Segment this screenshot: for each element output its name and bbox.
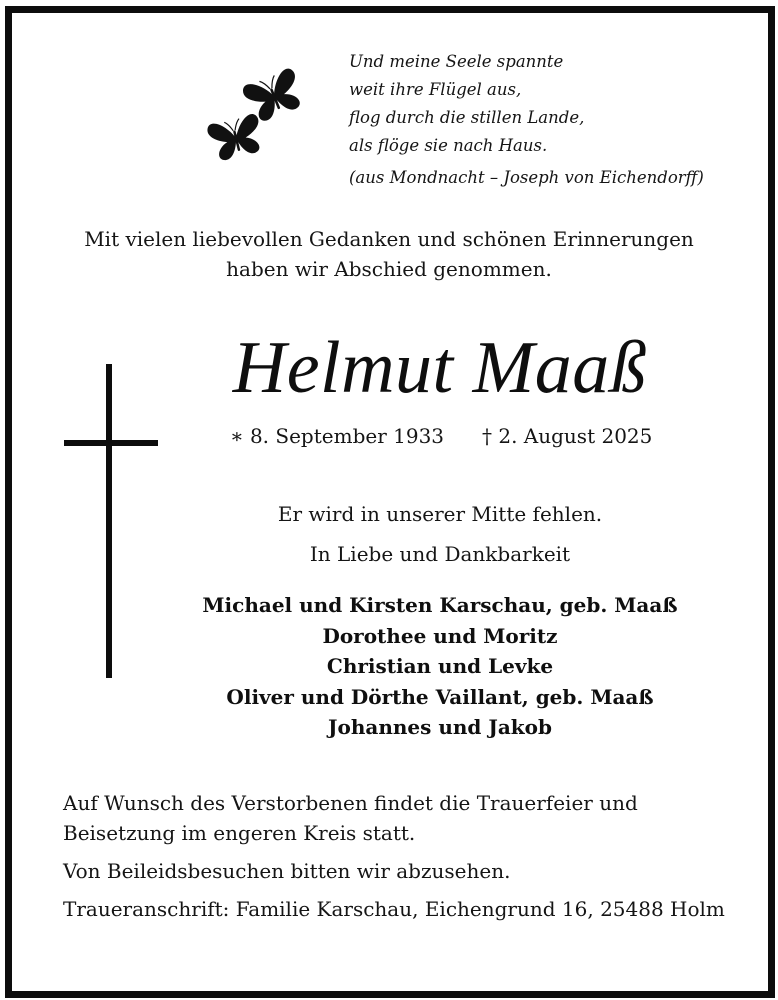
butterflies-illustration xyxy=(204,62,316,168)
mourner-entry: Christian und Levke xyxy=(326,654,554,678)
mourning-address: Traueranschrift: Familie Karschau, Eichengrund 16, 25488 Holm xyxy=(63,897,725,921)
poem-line: als flöge sie nach Haus. xyxy=(349,136,548,155)
birth-date: ∗ 8. September 1933 xyxy=(230,424,445,448)
butterfly-icon xyxy=(206,113,266,163)
poem-line: weit ihre Flügel aus, xyxy=(349,80,522,99)
missed-message: Er wird in unserer Mitte fehlen. xyxy=(277,502,603,526)
mourner-entry: Dorothee und Moritz xyxy=(322,623,558,648)
cross-icon xyxy=(64,364,158,680)
poem-quote xyxy=(349,48,739,192)
mourner-entry: Johannes und Jakob xyxy=(328,715,552,739)
poem-line: Und meine Seele spannte xyxy=(349,52,564,71)
closing-notes xyxy=(63,788,743,932)
cross-horizontal-bar xyxy=(64,440,158,446)
death-date: † 2. August 2025 xyxy=(482,424,653,448)
mourners-list xyxy=(150,590,730,743)
poem-line: flog durch die stillen Lande, xyxy=(349,108,585,127)
signoff-message: In Liebe und Dankbarkeit xyxy=(309,542,571,566)
cross-vertical-bar xyxy=(106,364,112,678)
condolence-notice: Von Beileidsbesuchen bitten wir abzusehen. xyxy=(63,859,511,883)
mourner-entry: Oliver und Dörthe Vaillant, geb. Maaß xyxy=(226,684,654,709)
intro-line: Mit vielen liebevollen Gedanken und schönen Erinnerungen xyxy=(84,227,694,251)
funeral-notice: Auf Wunsch des Verstorbenen findet die Trauerfeier und Beisetzung im engeren Kreis statt. xyxy=(63,791,638,845)
mourner-entry: Michael und Kirsten Karschau, geb. Maaß xyxy=(202,593,678,617)
intro-line: haben wir Abschied genommen. xyxy=(226,257,552,281)
intro-text xyxy=(0,224,778,284)
deceased-name: Helmut Maaß xyxy=(232,327,648,409)
poem-source: (aus Mondnacht – Joseph von Eichendorff) xyxy=(349,168,704,187)
